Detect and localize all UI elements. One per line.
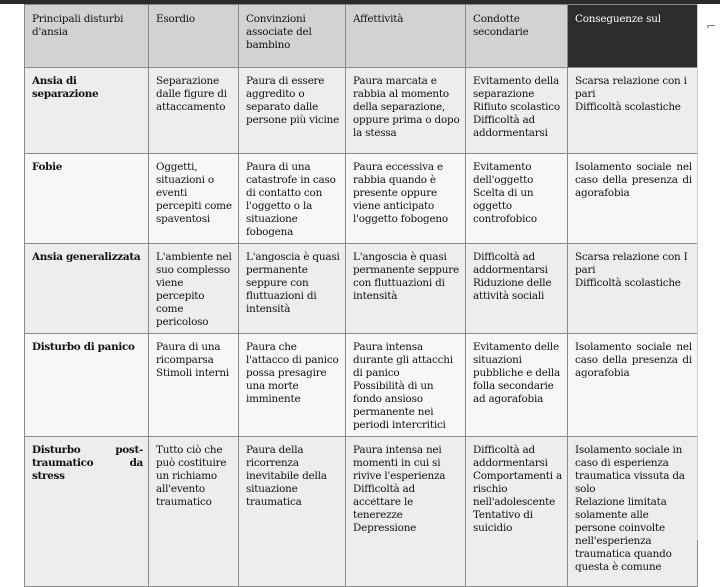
header-affectivity: Affettività xyxy=(346,5,466,68)
table-cell: Paura eccessiva e rabbia quando è presente oppure viene anticipato l'oggetto fobogeno xyxy=(346,154,466,244)
table-cell: L'angoscia è quasi permanente seppure con fluttuazioni di intensità xyxy=(239,244,346,334)
row-disorder-name: Ansia generalizzata xyxy=(25,244,149,334)
layout-corner-icon: ⌐ xyxy=(706,19,717,33)
table-cell: Evitamento dell'oggetto Scelta di un oggetto controfobico xyxy=(466,154,568,244)
table-cell: Isolamento sociale in caso di esperienza traumatica vissuta da solo Relazione limitata solamente alle persone coinvolte nell'esperienza traumatica quando questa è comune xyxy=(568,437,698,587)
header-onset: Esordio xyxy=(149,5,239,68)
table-cell: Difficoltà ad addormentarsi Comportamenti a rischio nell'adolescente Tentativo di suicidio xyxy=(466,437,568,587)
table-cell: Separazione dalle figure di attaccamento xyxy=(149,68,239,154)
table-cell: Paura marcata e rabbia al momento della separazione, oppure prima o dopo la stessa xyxy=(346,68,466,154)
table-cell: Paura di una catastrofe in caso di contatto con l'oggetto o la situazione fobogena xyxy=(239,154,346,244)
table-cell: Evitamento della separazione Rifiuto scolastico Difficoltà ad addormentarsi xyxy=(466,68,568,154)
anxiety-disorders-table xyxy=(24,4,698,587)
table-row xyxy=(25,154,698,244)
table-cell: Isolamento sociale nel caso della presenza di agorafobia xyxy=(568,154,698,244)
table-cell: L'ambiente nel suo complesso viene percepito come pericoloso xyxy=(149,244,239,334)
table-row xyxy=(25,68,698,154)
table-cell: Paura intensa nei momenti in cui si rivive l'esperienza Difficoltà ad accettare le tenerezze Depressione xyxy=(346,437,466,587)
table-cell: Oggetti, situazioni o eventi percepiti come spaventosi xyxy=(149,154,239,244)
header-consequences: Conseguenze sul xyxy=(568,5,698,68)
table-row xyxy=(25,437,698,587)
table-cell: Evitamento delle situazioni pubbliche e della folla secondarie ad agorafobia xyxy=(466,334,568,437)
header-row xyxy=(25,5,698,68)
table-cell: Scarsa relazione con I pari Difficoltà scolastiche xyxy=(568,244,698,334)
table-cell: Paura di una ricomparsa Stimoli interni xyxy=(149,334,239,437)
row-disorder-name: Fobie xyxy=(25,154,149,244)
row-disorder-name: Disturbo di panico xyxy=(25,334,149,437)
row-disorder-name: Ansia di separazione xyxy=(25,68,149,154)
table-row xyxy=(25,244,698,334)
header-disorders: Principali disturbi d'ansia xyxy=(25,5,149,68)
table-cell: Paura intensa durante gli attacchi di panico Possibilità di un fondo ansioso permanente nei periodi intercritici xyxy=(346,334,466,437)
table-cell: Paura di essere aggredito o separato dalle persone più vicine xyxy=(239,68,346,154)
header-beliefs: Convinzioni associate del bambino xyxy=(239,5,346,68)
table-cell: Isolamento sociale nel caso della presenza di agorafobia xyxy=(568,334,698,437)
table-cell: Scarsa relazione con i pari Difficoltà scolastiche xyxy=(568,68,698,154)
header-secondary-behaviours: Condotte secondarie xyxy=(466,5,568,68)
table-cell: Difficoltà ad addormentarsi Riduzione delle attività sociali xyxy=(466,244,568,334)
table-cell: Tutto ciò che può costituire un richiamo all'evento traumatico xyxy=(149,437,239,587)
row-disorder-name: Disturbo post-traumatico da stress xyxy=(25,437,149,587)
slide-right-rule xyxy=(697,4,698,540)
table-cell: Paura della ricorrenza inevitabile della situazione traumatica xyxy=(239,437,346,587)
table-cell: Paura che l'attacco di panico possa presagire una morte imminente xyxy=(239,334,346,437)
table-cell: L'angoscia è quasi permanente seppure con fluttuazioni di intensità xyxy=(346,244,466,334)
table-row xyxy=(25,334,698,437)
